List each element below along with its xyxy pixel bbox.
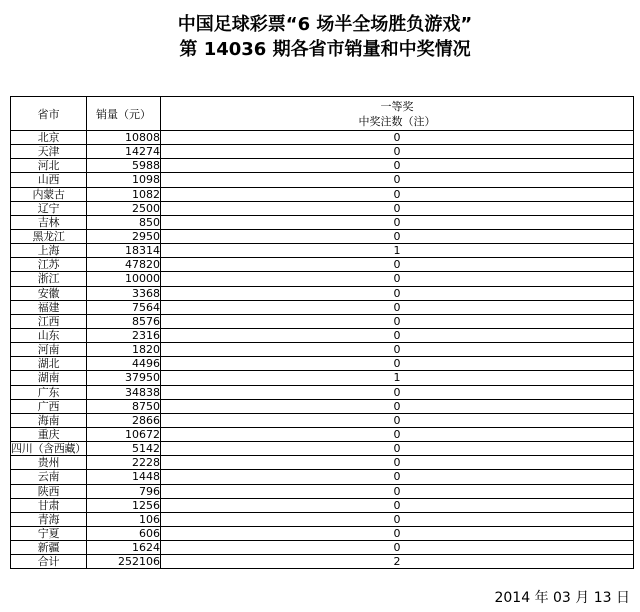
table-row <box>11 258 634 272</box>
table-row <box>11 300 634 314</box>
cell-winners: 0 <box>161 385 634 399</box>
table-row <box>11 145 634 159</box>
cell-province: 陕西 <box>11 484 87 498</box>
cell-winners: 0 <box>161 215 634 229</box>
cell-sales: 37950 <box>87 371 161 385</box>
cell-sales: 2316 <box>87 328 161 342</box>
table-row <box>11 456 634 470</box>
cell-sales: 1448 <box>87 470 161 484</box>
cell-winners: 0 <box>161 442 634 456</box>
cell-sales: 2950 <box>87 229 161 243</box>
cell-winners: 0 <box>161 258 634 272</box>
table-row <box>11 427 634 441</box>
table-row <box>11 512 634 526</box>
cell-winners: 0 <box>161 328 634 342</box>
cell-sales: 10808 <box>87 131 161 145</box>
cell-winners: 0 <box>161 272 634 286</box>
cell-sales: 34838 <box>87 385 161 399</box>
table-row <box>11 357 634 371</box>
cell-winners: 0 <box>161 286 634 300</box>
cell-sales: 7564 <box>87 300 161 314</box>
cell-province: 河南 <box>11 343 87 357</box>
cell-province: 北京 <box>11 131 87 145</box>
cell-sales: 2500 <box>87 201 161 215</box>
table-row <box>11 215 634 229</box>
table-row <box>11 173 634 187</box>
cell-winners: 0 <box>161 159 634 173</box>
table-row <box>11 470 634 484</box>
cell-sales: 5988 <box>87 159 161 173</box>
cell-sales: 14274 <box>87 145 161 159</box>
cell-winners: 0 <box>161 512 634 526</box>
cell-province: 江苏 <box>11 258 87 272</box>
cell-winners: 0 <box>161 541 634 555</box>
cell-sales: 1256 <box>87 498 161 512</box>
cell-province: 海南 <box>11 413 87 427</box>
cell-sales: 1624 <box>87 541 161 555</box>
sales-prize-table <box>10 96 634 569</box>
table-row <box>11 131 634 145</box>
table-header <box>11 97 634 131</box>
table-row <box>11 328 634 342</box>
cell-province: 河北 <box>11 159 87 173</box>
cell-province: 吉林 <box>11 215 87 229</box>
cell-sales: 8576 <box>87 314 161 328</box>
cell-sales: 1098 <box>87 173 161 187</box>
cell-province: 内蒙古 <box>11 187 87 201</box>
cell-province: 四川（含西藏） <box>11 442 86 456</box>
cell-province: 新疆 <box>11 541 87 555</box>
cell-winners: 0 <box>161 399 634 413</box>
header-prize <box>161 97 634 131</box>
header-row <box>11 97 634 131</box>
table-row <box>11 229 634 243</box>
table-row <box>11 201 634 215</box>
table-row <box>11 442 634 456</box>
cell-sales: 4496 <box>87 357 161 371</box>
cell-sales: 8750 <box>87 399 161 413</box>
table-row <box>11 244 634 258</box>
cell-province: 甘肃 <box>11 498 87 512</box>
table-row <box>11 159 634 173</box>
header-sales: 销量（元） <box>87 97 161 131</box>
table-row <box>11 413 634 427</box>
cell-province: 合计 <box>11 555 87 569</box>
cell-winners: 0 <box>161 229 634 243</box>
header-prize-tier: 一等奖 <box>380 99 414 113</box>
cell-winners: 0 <box>161 484 634 498</box>
cell-province: 云南 <box>11 470 87 484</box>
cell-province: 上海 <box>11 244 87 258</box>
cell-province: 贵州 <box>11 456 87 470</box>
cell-sales: 252106 <box>87 555 161 569</box>
cell-winners: 0 <box>161 498 634 512</box>
cell-winners: 1 <box>161 244 634 258</box>
cell-sales: 796 <box>87 484 161 498</box>
cell-province: 湖南 <box>11 371 87 385</box>
cell-province: 湖北 <box>11 357 87 371</box>
table-body <box>11 131 634 569</box>
page-title: 中国足球彩票“6 场半全场胜负游戏” <box>177 14 473 35</box>
cell-province: 辽宁 <box>11 201 87 215</box>
cell-province: 江西 <box>11 314 87 328</box>
cell-sales: 1082 <box>87 187 161 201</box>
cell-province: 黑龙江 <box>11 229 87 243</box>
table-row <box>11 484 634 498</box>
cell-province: 山东 <box>11 328 87 342</box>
table-row <box>11 314 634 328</box>
cell-province: 青海 <box>11 512 87 526</box>
cell-province: 广西 <box>11 399 87 413</box>
cell-sales: 106 <box>87 512 161 526</box>
cell-winners: 0 <box>161 470 634 484</box>
cell-province: 重庆 <box>11 427 87 441</box>
cell-winners: 0 <box>161 201 634 215</box>
cell-sales: 10000 <box>87 272 161 286</box>
header-prize-count: 中奖注数（注） <box>358 114 436 128</box>
cell-winners: 0 <box>161 526 634 540</box>
cell-winners: 1 <box>161 371 634 385</box>
table-row <box>11 187 634 201</box>
cell-province: 宁夏 <box>11 526 87 540</box>
cell-province: 广东 <box>11 385 87 399</box>
table-row <box>11 541 634 555</box>
cell-winners: 0 <box>161 300 634 314</box>
cell-winners: 0 <box>161 145 634 159</box>
cell-sales: 10672 <box>87 427 161 441</box>
cell-sales: 2228 <box>87 456 161 470</box>
total-row <box>11 555 634 569</box>
cell-sales: 18314 <box>87 244 161 258</box>
table-row <box>11 385 634 399</box>
cell-province: 福建 <box>11 300 87 314</box>
table-row <box>11 526 634 540</box>
header-province: 省市 <box>11 97 87 131</box>
table-row <box>11 498 634 512</box>
page-subtitle: 第 14036 期各省市销量和中奖情况 <box>179 39 471 60</box>
cell-winners: 0 <box>161 343 634 357</box>
cell-sales: 3368 <box>87 286 161 300</box>
cell-winners: 0 <box>161 173 634 187</box>
cell-winners: 2 <box>161 555 634 569</box>
cell-sales: 850 <box>87 215 161 229</box>
cell-province: 安徽 <box>11 286 87 300</box>
cell-province: 山西 <box>11 173 87 187</box>
cell-province: 天津 <box>11 145 87 159</box>
cell-winners: 0 <box>161 427 634 441</box>
cell-winners: 0 <box>161 413 634 427</box>
cell-sales: 47820 <box>87 258 161 272</box>
cell-sales: 606 <box>87 526 161 540</box>
table-row <box>11 272 634 286</box>
cell-winners: 0 <box>161 131 634 145</box>
cell-sales: 5142 <box>87 442 161 456</box>
cell-winners: 0 <box>161 357 634 371</box>
cell-sales: 2866 <box>87 413 161 427</box>
cell-sales: 1820 <box>87 343 161 357</box>
report-date: 2014 年 03 月 13 日 <box>494 590 630 606</box>
table-row <box>11 371 634 385</box>
table-row <box>11 343 634 357</box>
cell-winners: 0 <box>161 187 634 201</box>
table-row <box>11 286 634 300</box>
table-row <box>11 399 634 413</box>
cell-winners: 0 <box>161 456 634 470</box>
cell-province: 浙江 <box>11 272 87 286</box>
cell-winners: 0 <box>161 314 634 328</box>
